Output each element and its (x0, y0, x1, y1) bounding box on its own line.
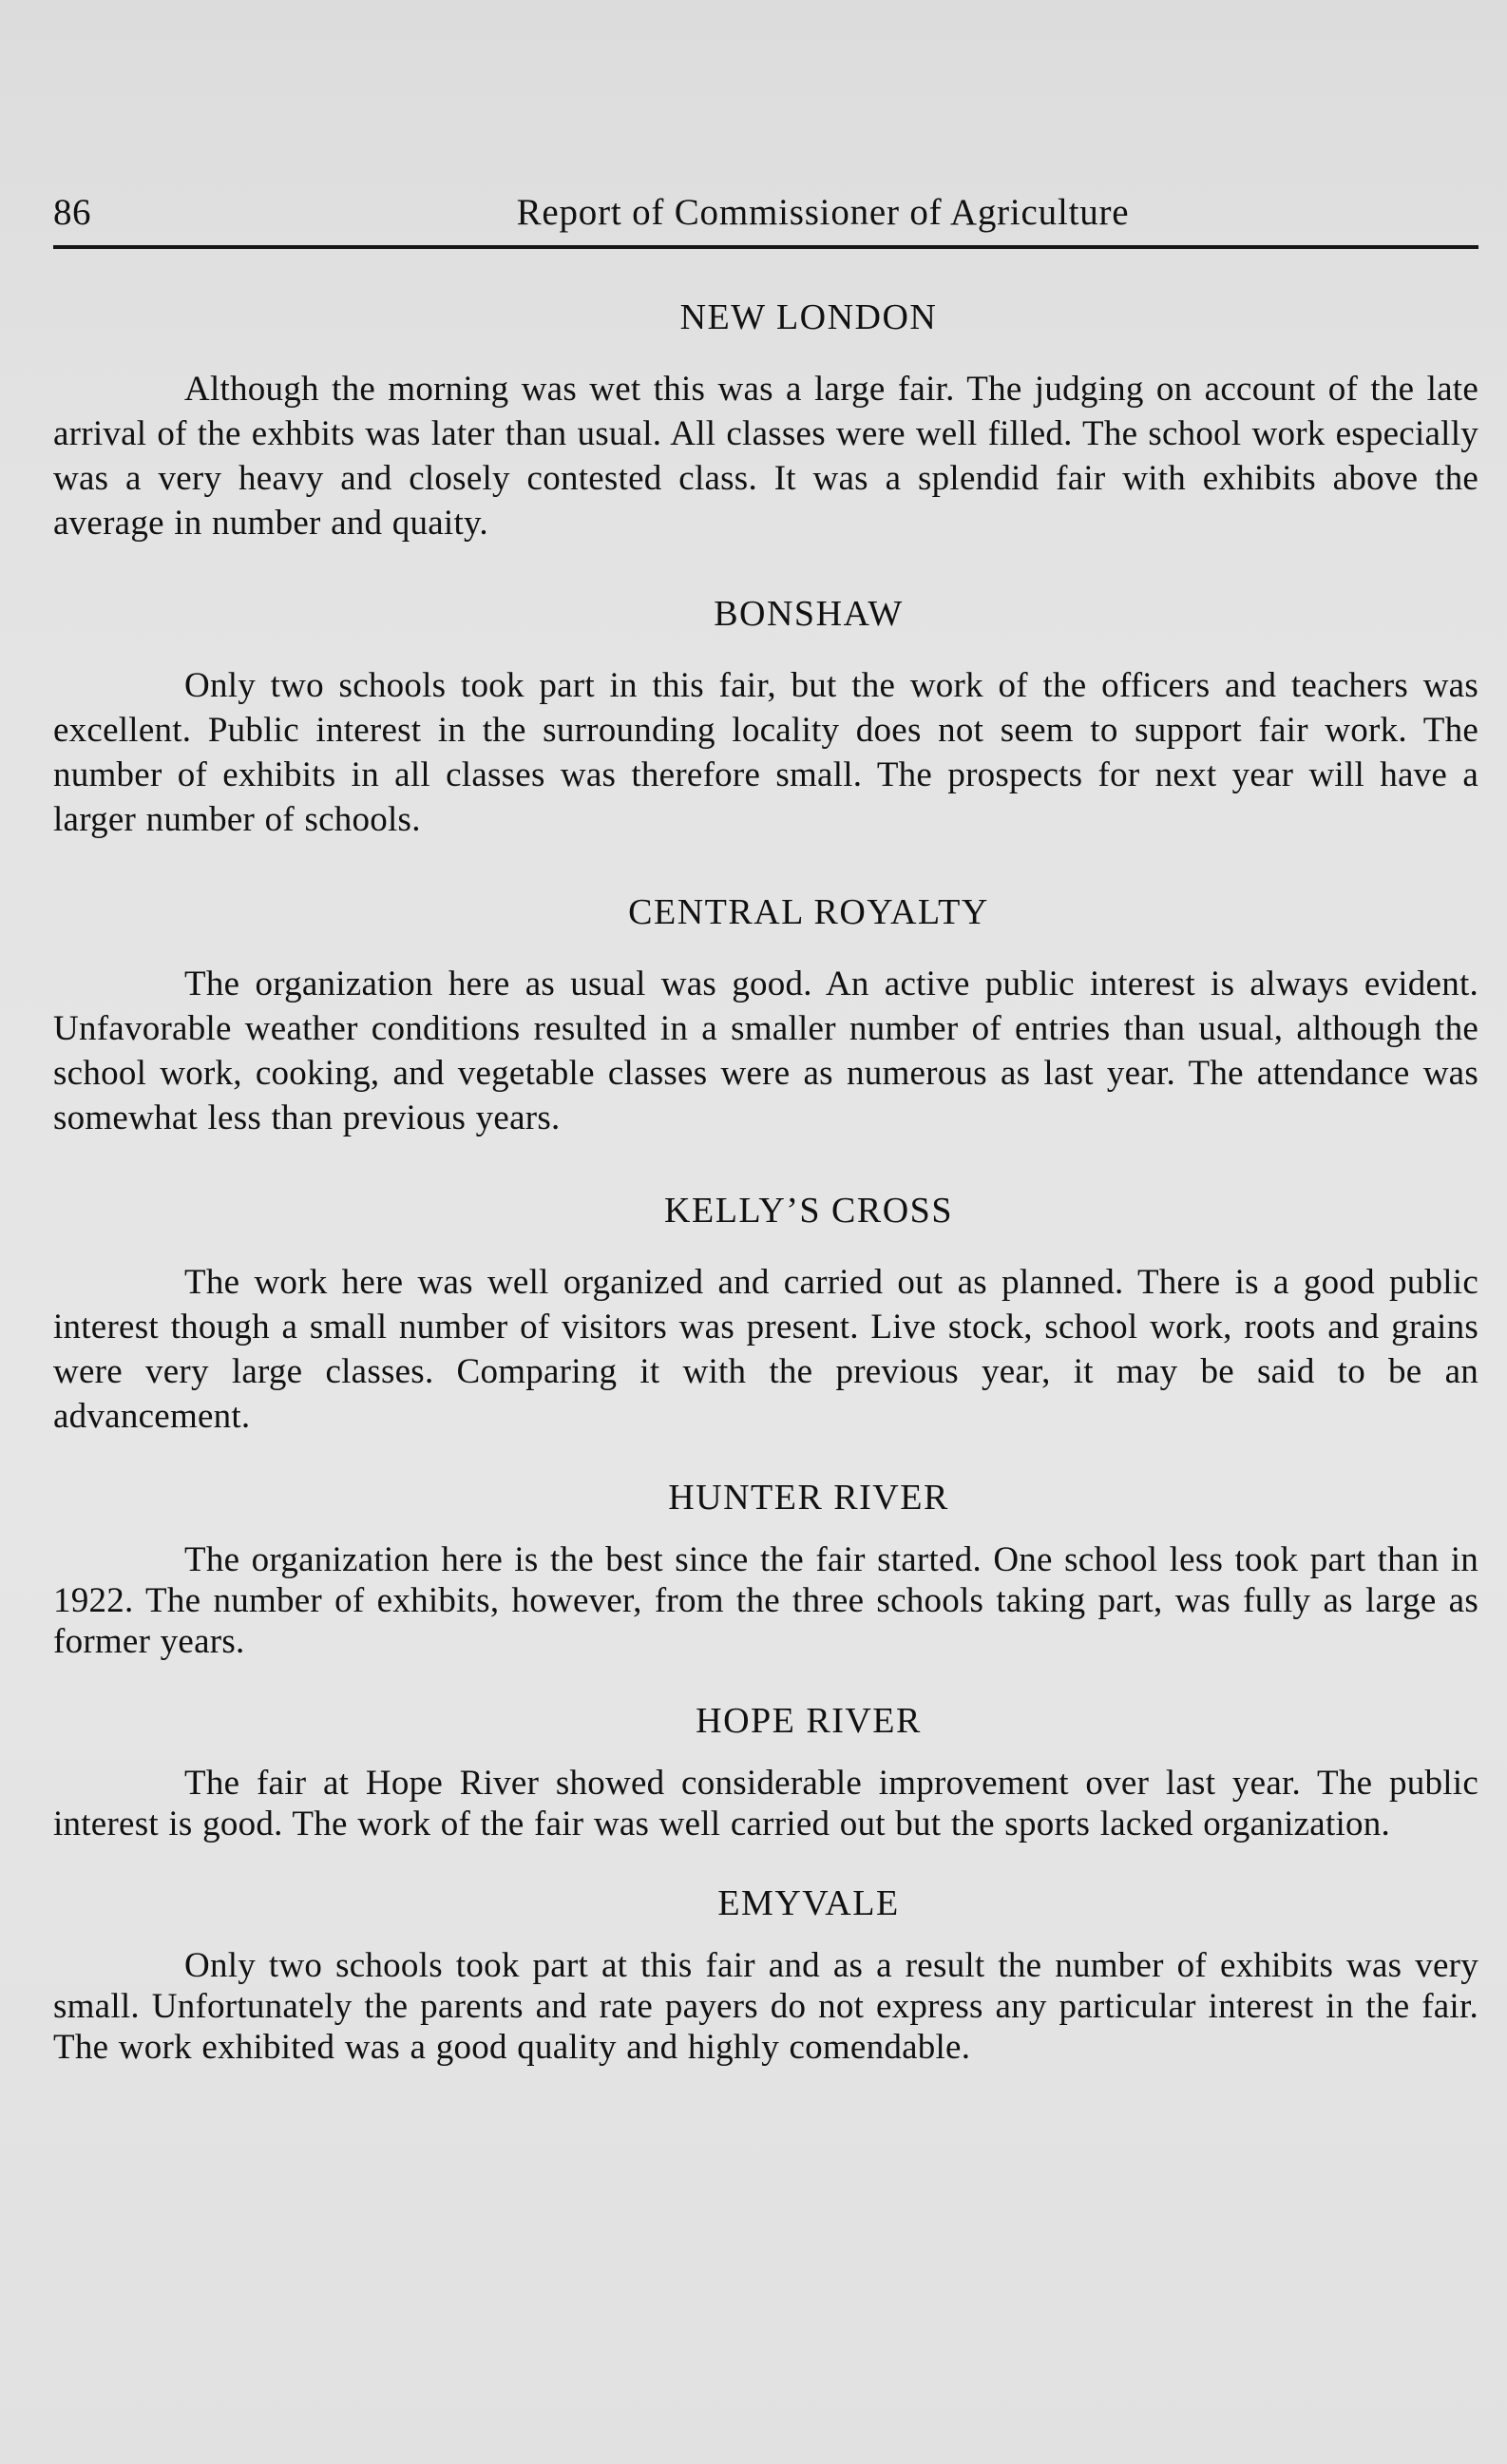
section-paragraph: The fair at Hope River showed considerable improvement over last year. The public interest is good. The work of the fair was well carried out but the sports lacked organization. (53, 1764, 1478, 1843)
section-paragraph: The organization here is the best since the fair started. One school less took part than in 1922. The number of exhibits, however, from the three schools taking part, was fully as large as former years. (53, 1540, 1478, 1661)
page-number: 86 (53, 192, 91, 233)
section-bonshaw (53, 593, 1478, 842)
section-paragraph: Only two schools took part at this fair and as a result the number of exhibits was very small. Unfortunately the parents and rate payers do not express any particular interest in the fair. The work exhibited was a good quality and highly comendable. (53, 1946, 1478, 2067)
section-heading: BONSHAW (714, 594, 904, 634)
report-body (53, 296, 1478, 2108)
section-paragraph: The work here was well organized and carried out as planned. There is a good public interest though a small number of visitors was present. Live stock, school work, roots and grains were very large classes. Comparing it with the previous year, it may be said to be an advancement. (53, 1263, 1478, 1436)
section-paragraph: The organization here as usual was good. An active public interest is always evident. Unfavorable weather conditions resulted in a smaller number of entries than usual, although the school work, cooking, and vegetable classes were as numerous as last year. The attendance was somewhat less than previous years. (53, 965, 1478, 1137)
section-heading: KELLY’S CROSS (664, 1191, 953, 1231)
section-paragraph: Although the morning was wet this was a large fair. The judging on account of the late arrival of the exhbits was later than usual. All classes were well filled. The school work especially was a very heavy and closely contested class. It was a splendid fair with exhibits above the average in number and quaity. (53, 370, 1478, 543)
section-heading: EMYVALE (717, 1883, 900, 1923)
running-header (53, 190, 1478, 249)
section-hope-river (53, 1700, 1478, 1844)
section-heading: CENTRAL ROYALTY (628, 892, 989, 932)
page-title: Report of Commissioner of Agriculture (516, 192, 1130, 233)
section-central-royalty (53, 891, 1478, 1140)
section-emyvale (53, 1882, 1478, 2068)
section-heading: HOPE RIVER (696, 1701, 922, 1741)
section-new-london (53, 296, 1478, 545)
section-hunter-river (53, 1477, 1478, 1662)
section-kellys-cross (53, 1190, 1478, 1439)
section-heading: HUNTER RIVER (668, 1478, 949, 1518)
section-paragraph: Only two schools took part in this fair, but the work of the officers and teachers was excellent. Public interest in the surrounding locality does not seem to support fair work. The number of exhibits in all classes was therefore small. The prospects for next year will have a larger number of schools. (53, 666, 1478, 839)
section-heading: NEW LONDON (679, 297, 938, 337)
